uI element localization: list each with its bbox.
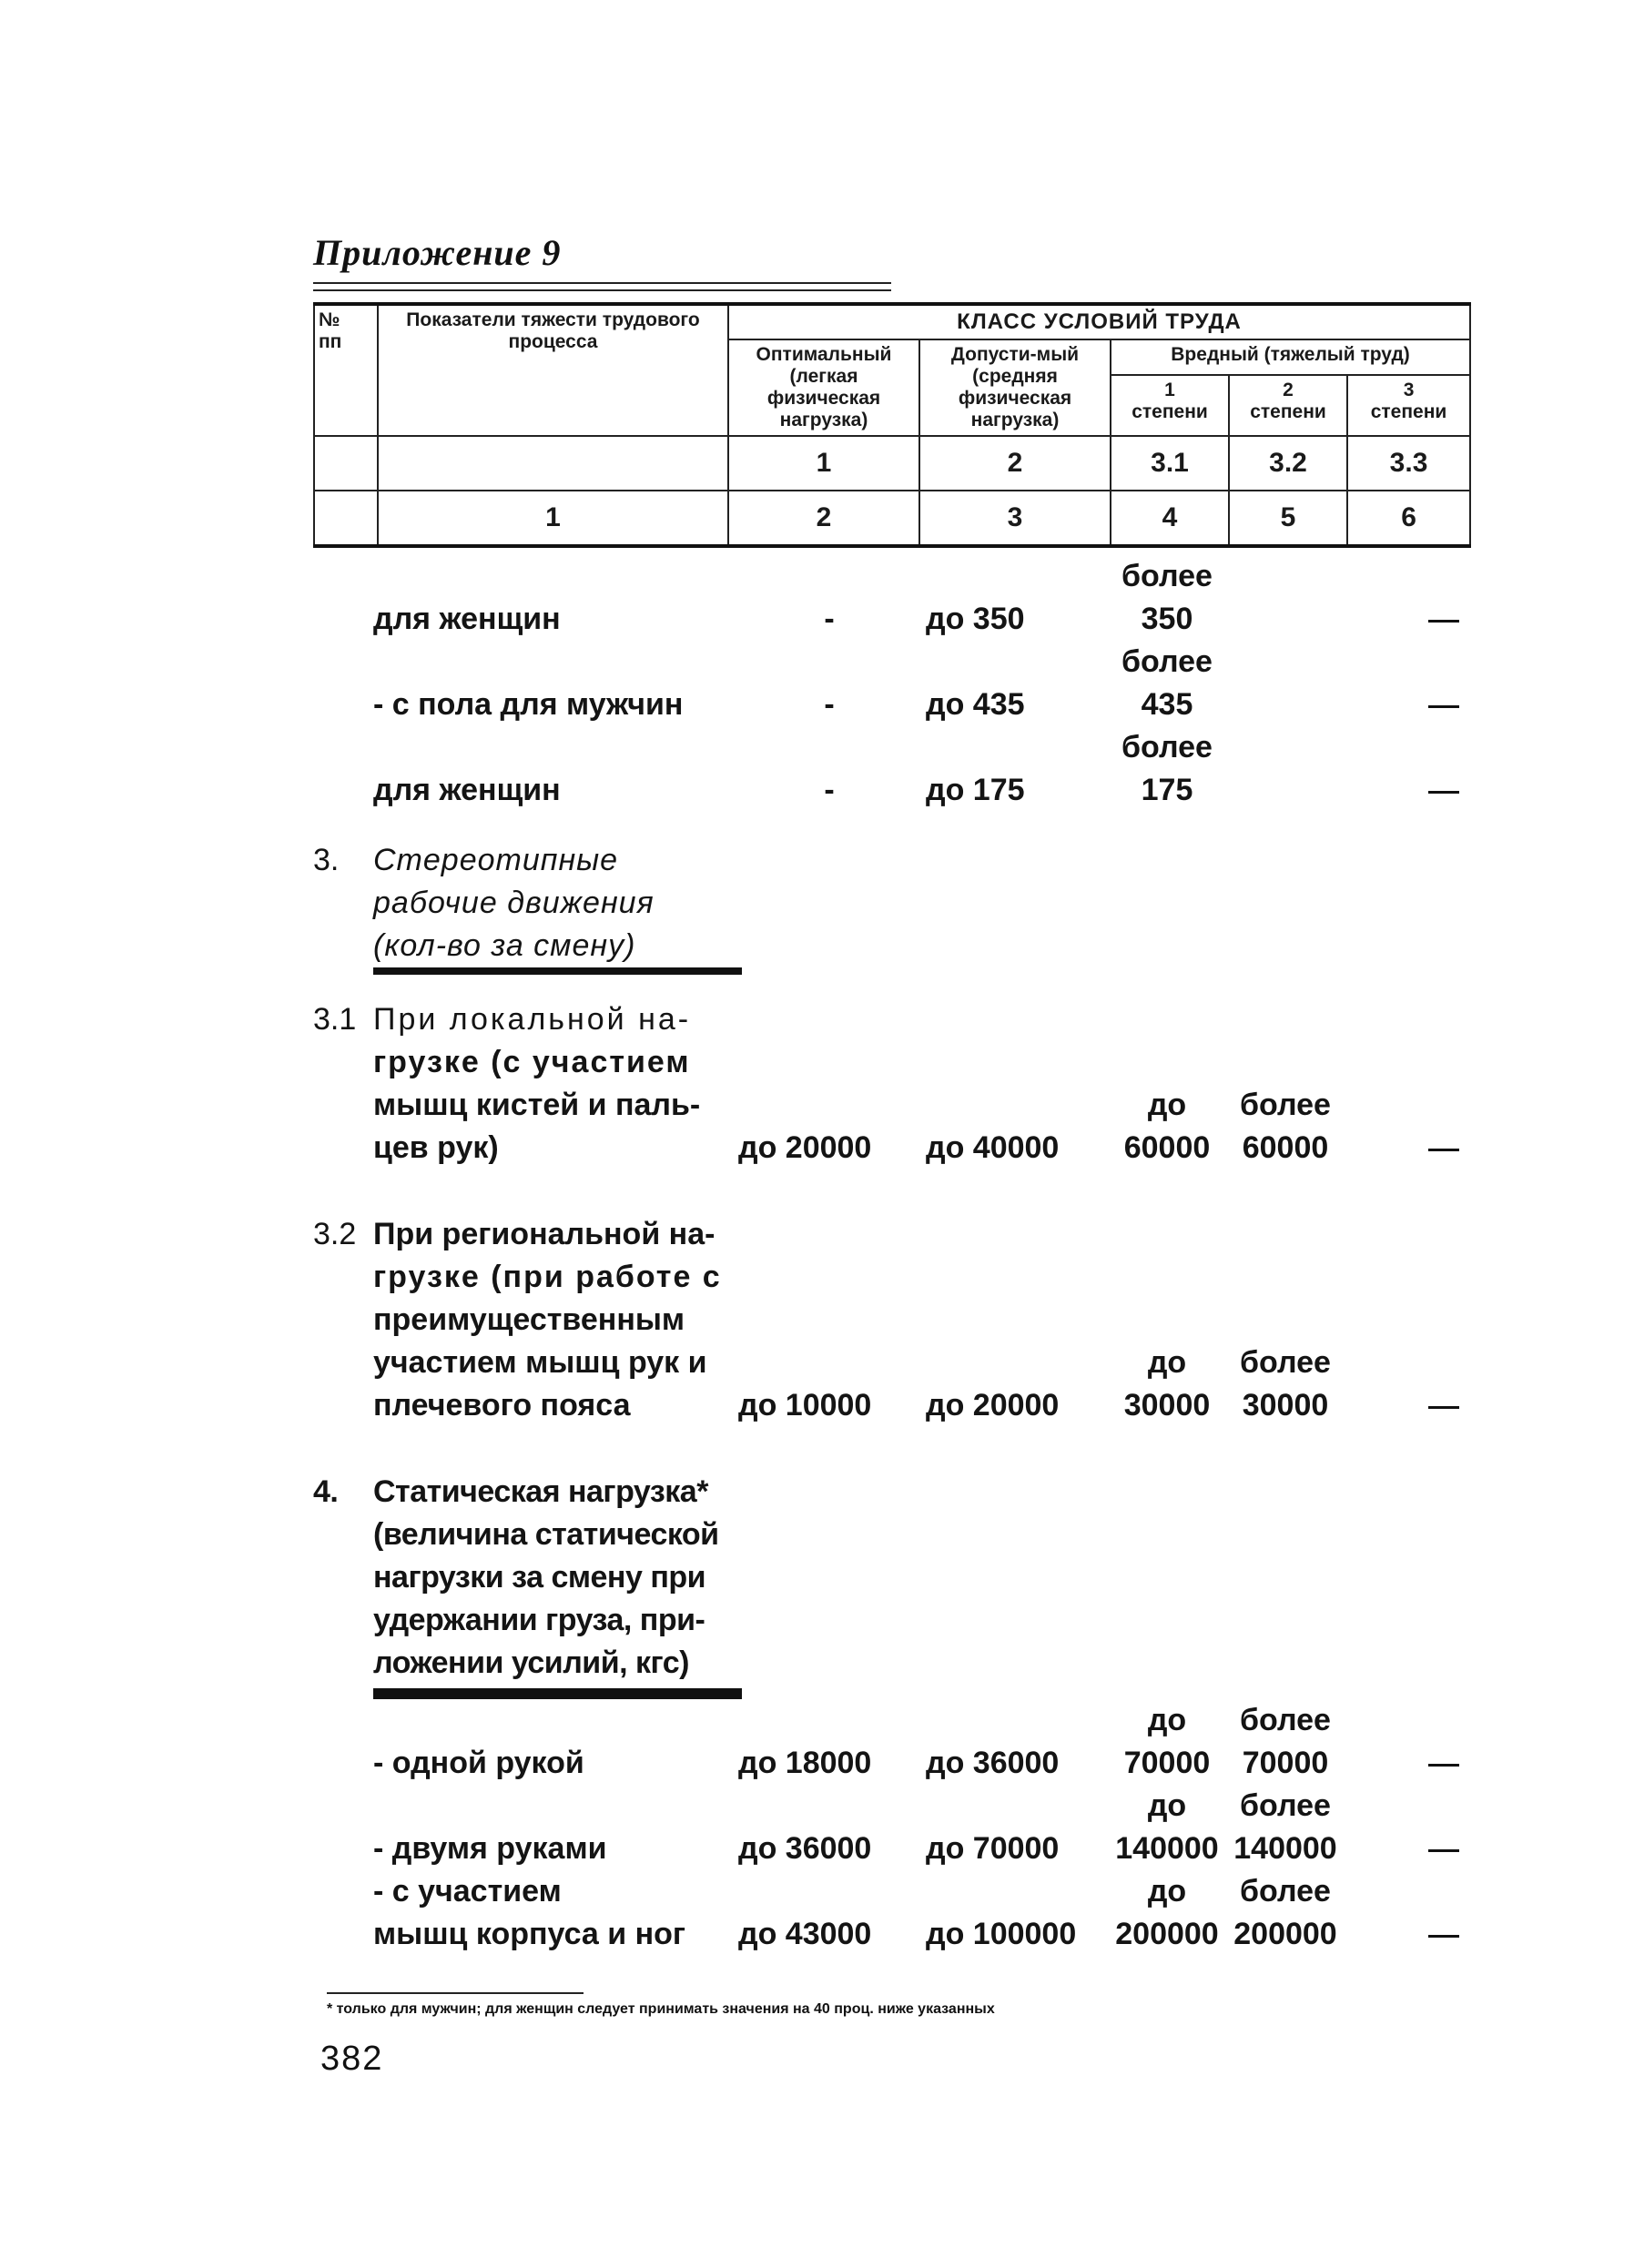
indicator-line: При региональной на- [373, 1217, 716, 1251]
degree-3-number: 3 [1403, 380, 1415, 401]
section-row [313, 839, 1487, 967]
value-harmful-2-bottom: 70000 [1242, 1746, 1329, 1780]
degree-2-number: 2 [1283, 380, 1294, 401]
value-harmful-1 [1108, 1785, 1226, 1870]
value-harmful-3 [1345, 598, 1487, 641]
value-acceptable: до 20000 [926, 1388, 1060, 1423]
value-harmful-2 [1226, 1084, 1345, 1169]
row-number: 3.2 [313, 1217, 357, 1251]
value-harmful-1-top: до [1147, 1703, 1187, 1737]
value-acceptable: до 100000 [926, 1917, 1077, 1951]
spacer [313, 1427, 1487, 1471]
table-row [313, 641, 1487, 726]
section-4-line: удержании груза, при- [373, 1603, 705, 1637]
value-harmful-2-top: более [1240, 1088, 1331, 1122]
value-optimal: - [824, 773, 835, 807]
row-indicator [373, 1213, 733, 1427]
table-body [313, 555, 1487, 1956]
value-harmful-3 [1345, 1384, 1487, 1427]
dash-mark [1428, 1406, 1459, 1409]
title-underline [313, 282, 891, 291]
class-code-cell: 3.3 [1347, 436, 1470, 491]
spacer [313, 812, 1487, 839]
row-number: 4. [313, 1474, 339, 1509]
value-harmful-2-bottom: 200000 [1233, 1917, 1337, 1951]
indicator-line: цев рук) [373, 1130, 499, 1165]
class-code-empty-1 [314, 436, 378, 491]
indicator-line: плечевого пояса [373, 1388, 631, 1423]
section-4-line: ложении усилий, кгс) [373, 1645, 689, 1680]
header-col-no [314, 304, 378, 436]
value-harmful-3 [1345, 1828, 1487, 1870]
value-harmful-1-top: более [1121, 559, 1213, 593]
value-harmful-1-top: до [1147, 1874, 1187, 1909]
header-indicator-label: Показатели тяжести трудового процесса [406, 309, 700, 352]
value-harmful-1-bottom: 30000 [1123, 1388, 1211, 1423]
header-degree-3 [1347, 375, 1470, 436]
value-harmful-1-bottom: 70000 [1123, 1746, 1211, 1780]
value-harmful-1 [1108, 1342, 1226, 1427]
column-number-cell: 2 [728, 491, 919, 546]
section-4-line: (величина статической [373, 1517, 719, 1552]
indicator-line: грузке (с участием [373, 1045, 691, 1079]
value-optimal: до 10000 [738, 1388, 872, 1423]
table-row [313, 1870, 1487, 1956]
row-indicator [373, 839, 733, 967]
value-harmful-2-bottom: 30000 [1242, 1388, 1329, 1423]
value-harmful-1 [1108, 1084, 1226, 1169]
value-acceptable: до 435 [926, 687, 1025, 722]
degree-1-word: степени [1132, 401, 1208, 423]
row-indicator: - одной рукой [373, 1746, 584, 1780]
value-harmful-1-bottom: 175 [1141, 773, 1193, 807]
header-degree-2 [1229, 375, 1347, 436]
dash-mark [1428, 1849, 1459, 1852]
class-code-cell: 2 [919, 436, 1111, 491]
indicator-line: мышц кистей и паль- [373, 1088, 701, 1122]
value-harmful-2-bottom: 140000 [1233, 1831, 1337, 1866]
footnote-rule [327, 1992, 584, 1994]
indicator-line: мышц корпуса и ног [373, 1917, 686, 1951]
header-no-label: № пп [319, 309, 342, 352]
class-codes-row [314, 436, 1470, 491]
value-harmful-2-bottom: 60000 [1242, 1130, 1329, 1165]
value-harmful-1-bottom: 435 [1141, 687, 1193, 722]
appendix-title: Приложение 9 [313, 232, 562, 273]
header-optimal [728, 339, 919, 436]
column-number-cell: 4 [1111, 491, 1229, 546]
value-optimal: до 36000 [738, 1831, 872, 1866]
value-harmful-2 [1226, 1699, 1345, 1785]
dash-mark [1428, 620, 1459, 623]
indicator-line: участием мышц рук и [373, 1345, 707, 1380]
column-numbers-row [314, 491, 1470, 546]
table-row [313, 998, 1487, 1169]
value-harmful-1-bottom: 140000 [1115, 1831, 1219, 1866]
indicator-line: грузке (при работе с [373, 1260, 722, 1294]
value-harmful-1 [1108, 641, 1226, 726]
row-indicator [373, 998, 733, 1169]
section-row [313, 1471, 1487, 1685]
spacer [313, 1169, 1487, 1213]
value-harmful-1-bottom: 350 [1141, 602, 1193, 636]
acceptable-label: Допусти-мый (средняя физическая нагрузка) [950, 344, 1080, 430]
header-col-indicator [378, 304, 728, 436]
dash-mark [1428, 705, 1459, 708]
value-harmful-1 [1108, 1870, 1226, 1956]
row-number: 3. [313, 843, 340, 877]
class-code-cell: 1 [728, 436, 919, 491]
value-harmful-2 [1226, 1785, 1345, 1870]
value-harmful-1-bottom: 60000 [1123, 1130, 1211, 1165]
value-harmful-1 [1108, 555, 1226, 641]
value-harmful-2-top: более [1240, 1788, 1331, 1823]
column-number-cell: 1 [378, 491, 728, 546]
value-acceptable: до 350 [926, 602, 1025, 636]
value-harmful-1-top: более [1121, 730, 1213, 764]
indicator-line: преимущественным [373, 1302, 685, 1337]
indicator-line: При локальной на- [373, 1002, 692, 1037]
footnote: * только для мужчин; для женщин следует принимать значения на 40 проц. ниже указанных [327, 2001, 995, 2017]
page-number: 382 [320, 2040, 384, 2078]
section-4-line: Статическая нагрузка* [373, 1474, 708, 1509]
value-acceptable: до 70000 [926, 1831, 1060, 1866]
spacer [313, 975, 1487, 998]
dash-mark [1428, 1149, 1459, 1151]
table-row [313, 555, 1487, 641]
column-number-cell: 6 [1347, 491, 1470, 546]
table-row [313, 1213, 1487, 1427]
row-indicator: - с пола для мужчин [373, 687, 684, 722]
value-harmful-1-top: до [1147, 1788, 1187, 1823]
degree-2-word: степени [1250, 401, 1326, 423]
value-harmful-1-bottom: 200000 [1115, 1917, 1219, 1951]
value-optimal: до 18000 [738, 1746, 872, 1780]
value-harmful-3 [1345, 683, 1487, 726]
degree-3-word: степени [1370, 401, 1447, 423]
value-harmful-2-top: более [1240, 1703, 1331, 1737]
table-row [313, 1785, 1487, 1870]
value-harmful-3 [1345, 769, 1487, 812]
class-code-empty-2 [378, 436, 728, 491]
header-acceptable [919, 339, 1111, 436]
optimal-label: Оптимальный (легкая физическая нагрузка) [756, 344, 892, 430]
row-indicator [373, 1471, 733, 1685]
dash-mark [1428, 791, 1459, 794]
value-optimal: - [824, 687, 835, 722]
row-indicator [373, 1870, 733, 1956]
section-underline [373, 967, 742, 975]
value-harmful-1 [1108, 726, 1226, 812]
section-underline [373, 1688, 742, 1699]
value-harmful-3 [1345, 1913, 1487, 1956]
header-degree-1 [1111, 375, 1229, 436]
value-acceptable: до 36000 [926, 1746, 1060, 1780]
value-harmful-1 [1108, 1699, 1226, 1785]
table-row [313, 1699, 1487, 1785]
section-3-line: рабочие движения [373, 886, 655, 920]
value-acceptable: до 40000 [926, 1130, 1060, 1165]
row-indicator: для женщин [373, 602, 561, 636]
dash-mark [1428, 1935, 1459, 1938]
header-table [313, 302, 1471, 548]
degree-1-number: 1 [1164, 380, 1175, 401]
value-harmful-2-top: более [1240, 1345, 1331, 1380]
section-3-line: (кол-во за смену) [373, 928, 636, 963]
value-harmful-1-top: до [1147, 1088, 1187, 1122]
value-harmful-2-top: более [1240, 1874, 1331, 1909]
row-number: 3.1 [313, 1002, 357, 1037]
value-harmful-2 [1226, 1870, 1345, 1956]
column-number-empty [314, 491, 378, 546]
table-row [313, 726, 1487, 812]
value-harmful-1-top: более [1121, 644, 1213, 679]
column-number-cell: 3 [919, 491, 1111, 546]
class-title-label: КЛАСС УСЛОВИЙ ТРУДА [957, 309, 1242, 334]
value-optimal: - [824, 602, 835, 636]
value-harmful-3 [1345, 1127, 1487, 1169]
section-4-line: нагрузки за смену при [373, 1560, 706, 1595]
row-indicator: для женщин [373, 773, 561, 807]
section-3-line: Стереотипные [373, 843, 619, 877]
document-page [313, 228, 1487, 2079]
value-harmful-1-top: до [1147, 1345, 1187, 1380]
class-code-cell: 3.1 [1111, 436, 1229, 491]
dash-mark [1428, 1764, 1459, 1767]
header-class-title [728, 304, 1470, 339]
row-indicator: - двумя руками [373, 1831, 607, 1866]
indicator-line: - с участием [373, 1874, 562, 1909]
value-optimal: до 20000 [738, 1130, 872, 1165]
header-harmful [1111, 339, 1470, 375]
value-acceptable: до 175 [926, 773, 1025, 807]
harmful-label: Вредный (тяжелый труд) [1171, 344, 1410, 365]
value-harmful-3 [1345, 1742, 1487, 1785]
column-number-cell: 5 [1229, 491, 1347, 546]
class-code-cell: 3.2 [1229, 436, 1347, 491]
value-harmful-2 [1226, 1342, 1345, 1427]
value-optimal: до 43000 [738, 1917, 872, 1951]
